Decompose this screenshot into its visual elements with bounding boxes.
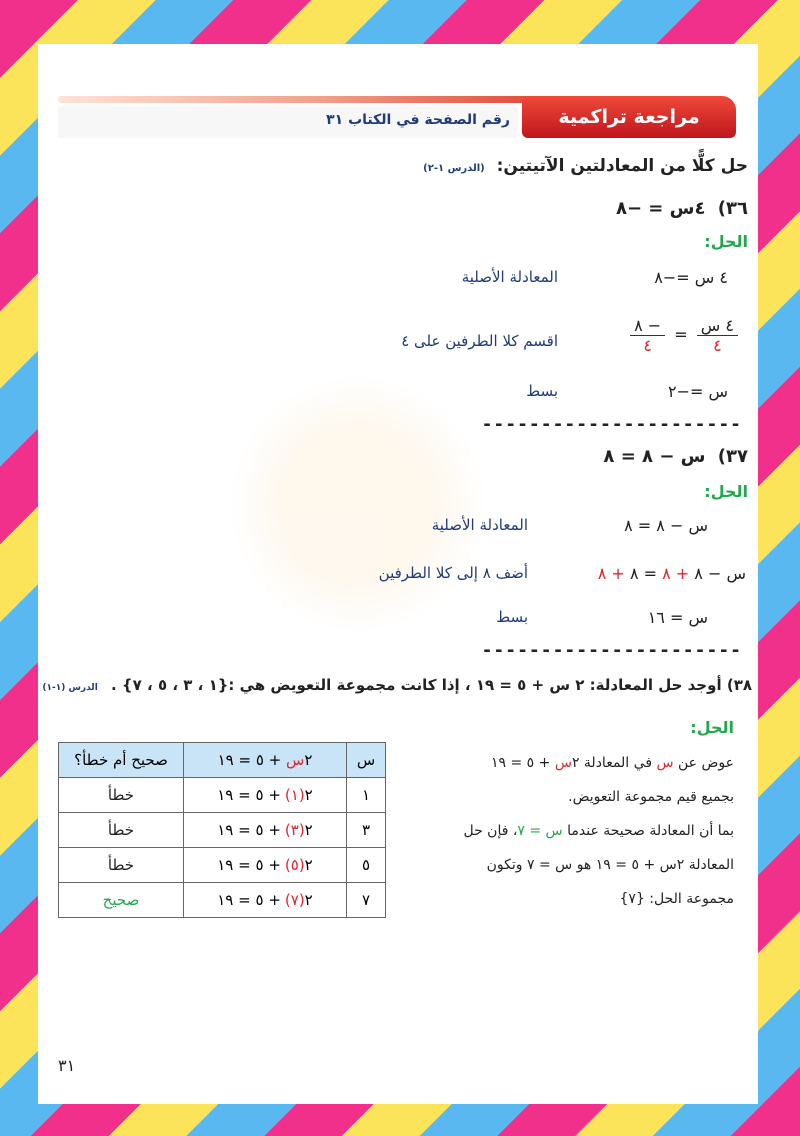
- question-37: [603, 446, 748, 467]
- question-equation: س − ٨ = ٨: [603, 446, 706, 467]
- cell-expression: ٢(٥)+ ٥ = ١٩: [184, 848, 347, 883]
- cell-x: ١: [347, 778, 386, 813]
- q37-step1-note: المعادلة الأصلية: [431, 516, 528, 534]
- section-banner: مراجعة تراكمية: [522, 96, 736, 138]
- fraction-denominator: ٤: [643, 336, 652, 355]
- lesson-tag: (الدرس ١-٢): [423, 163, 485, 174]
- intro-instruction: [423, 156, 748, 176]
- table-row: [59, 813, 386, 848]
- q36-step2-note: اقسم كلا الطرفين على ٤: [401, 332, 558, 350]
- fraction-left: [697, 316, 738, 355]
- expr-part: س − ٨: [689, 564, 746, 583]
- question-38: [42, 676, 752, 694]
- solution-label: الحل:: [690, 718, 734, 737]
- solution-label: الحل:: [704, 232, 748, 251]
- question-equation: ٤س = −٨: [615, 198, 706, 219]
- cell-expression: ٢(١)+ ٥ = ١٩: [184, 778, 347, 813]
- lesson-tag: الدرس (١-١): [42, 683, 98, 693]
- q37-step3-math: س = ١٦: [647, 608, 708, 627]
- q38-explanation: [416, 746, 734, 916]
- table-row: [59, 883, 386, 918]
- fraction-denominator: ٤: [713, 336, 722, 355]
- question-number: ٣٨): [726, 676, 752, 694]
- cell-result: صحيح: [59, 883, 184, 918]
- table-header-row: [59, 743, 386, 778]
- solution-label: الحل:: [704, 482, 748, 501]
- cell-result: خطأ: [59, 848, 184, 883]
- separator-line: ----------------------: [481, 414, 742, 435]
- explanation-line: عوض عن س في المعادلة ٢س + ٥ = ١٩: [490, 755, 734, 771]
- watermark-book: [191, 337, 524, 670]
- added-term: + ٨: [597, 564, 625, 583]
- explanation-line: بجميع قيم مجموعة التعويض.: [568, 789, 734, 805]
- cell-expression: ٢(٧)+ ٥ = ١٩: [184, 883, 347, 918]
- page-number: ٣١: [58, 1056, 76, 1075]
- question-36: [616, 198, 748, 219]
- expr-part: = ٨: [624, 564, 663, 583]
- fraction-numerator: − ٨: [630, 316, 665, 336]
- q36-step1-note: المعادلة الأصلية: [461, 268, 558, 286]
- cell-x: ٣: [347, 813, 386, 848]
- question-number: ٣٧): [717, 446, 748, 467]
- question-text: أوجد حل المعادلة: ٢ س + ٥ = ١٩ ، إذا كانت مجموعة التعويض هي :{١ ، ٣ ، ٥ ، ٧} .: [111, 676, 722, 694]
- q37-step2-math: [598, 564, 746, 583]
- page-sheet: [38, 44, 758, 1104]
- q37-step1-math: س − ٨ = ٨: [624, 516, 708, 535]
- cell-result: خطأ: [59, 813, 184, 848]
- cell-x: ٥: [347, 848, 386, 883]
- fraction-right: [630, 316, 665, 355]
- page-reference: رقم الصفحة في الكتاب ٣١: [326, 112, 510, 128]
- q36-step3-note: بسط: [526, 382, 558, 400]
- intro-text: حل كلًّا من المعادلتين الآتيتين:: [496, 156, 748, 176]
- explanation-line: بما أن المعادلة صحيحة عندما س = ٧، فإن حل: [463, 823, 734, 839]
- fraction-numerator: ٤ س: [697, 316, 738, 336]
- equals-sign: =: [674, 325, 688, 344]
- q37-step2-note: أضف ٨ إلى كلا الطرفين: [378, 564, 528, 582]
- added-term: + ٨: [662, 564, 690, 583]
- cell-x: ٧: [347, 883, 386, 918]
- explanation-line: مجموعة الحل: {٧}: [619, 891, 734, 907]
- table-row: [59, 778, 386, 813]
- cell-expression: ٢(٣)+ ٥ = ١٩: [184, 813, 347, 848]
- table-row: [59, 848, 386, 883]
- q36-step2-math: [630, 316, 738, 355]
- q37-step3-note: بسط: [496, 608, 528, 626]
- q36-step3-math: س =−٢: [667, 382, 728, 401]
- column-header-expression: ٢س + ٥ = ١٩: [184, 743, 347, 778]
- separator-line: ----------------------: [481, 640, 742, 661]
- column-header-result: صحيح أم خطأ؟: [59, 743, 184, 778]
- cell-result: خطأ: [59, 778, 184, 813]
- question-number: ٣٦): [717, 198, 748, 219]
- explanation-line: المعادلة ٢س + ٥ = ١٩ هو س = ٧ وتكون: [486, 857, 734, 873]
- substitution-table: [58, 742, 386, 918]
- banner-line: [58, 96, 578, 103]
- q36-step1-math: ٤ س =−٨: [654, 268, 728, 287]
- column-header-x: س: [347, 743, 386, 778]
